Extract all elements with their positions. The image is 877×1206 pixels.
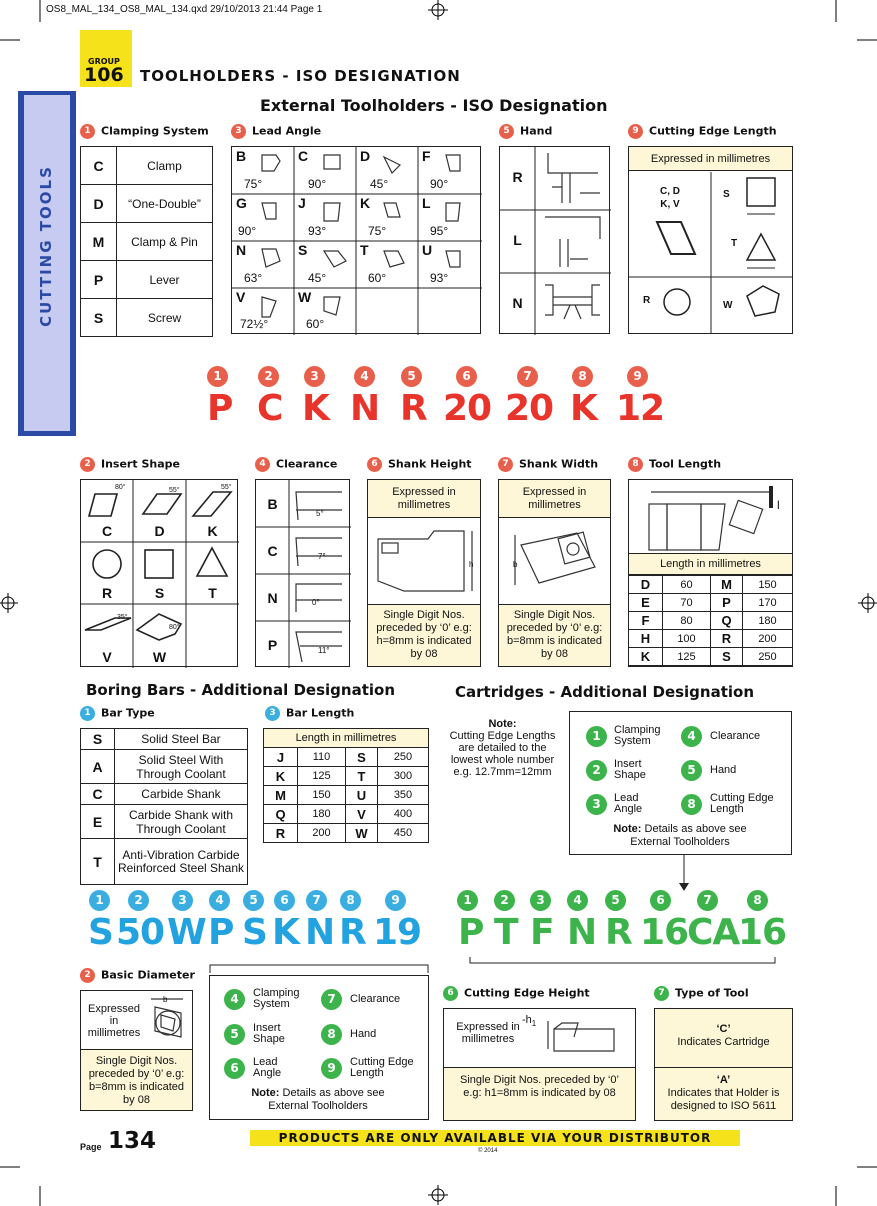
lead-T: T — [360, 242, 369, 258]
clearance-table: B 5° C 7° N 0° P 11° — [255, 479, 350, 667]
basic-diameter-box: Expressed in millimetres b Single Digit Nos. preceded by ‘0’ e.g: b=8mm is indicated by 08 — [80, 990, 193, 1111]
boring-legend: 4 Clamping System 7 Clearance 5 Insert Shape 8 Hand 6 Lead Angle 9 Cutting Edge Length Note: Details as above see External Toolholders — [209, 975, 429, 1120]
insert-grid: 80° 55° 55° 35° 80° C D K R S T V W — [80, 479, 238, 667]
hand-table — [499, 146, 610, 334]
page-label: Page — [80, 1142, 102, 1152]
clamping-heading: 1 Clamping System — [80, 124, 209, 139]
bar-type-table: S Solid Steel Bar A Solid Steel With Through Coolant C Carbide Shank E Carbide Shank with Through Coolant T Anti-Vibration Carbide Reinforced Steel Shank — [80, 728, 248, 885]
side-tab: CUTTING TOOLS — [18, 91, 76, 436]
arrow-down-icon — [678, 855, 690, 891]
hand-N: N — [512, 295, 523, 311]
hand-L: L — [513, 232, 522, 248]
external-title: External Toolholders - ISO Designation — [260, 96, 608, 115]
clamping-table: C Clamp D “One-Double” M Clamp & Pin P Lever S Screw — [80, 146, 213, 337]
lead-V: V — [236, 289, 246, 305]
lead-angle-heading: 3 Lead Angle — [231, 124, 321, 139]
tool-length-box: l Length in millimetres D 60 M 150 E 70 P 170 F 80 Q 180 H 100 R 200 K 125 S 250 — [628, 479, 793, 667]
bar-length-heading: 3 Bar Length — [265, 706, 354, 721]
cutting-edge-height-box: Expressed in millimetres $-h_1$ Single Digit Nos. preceded by ‘0’ e.g: h1=8mm is indicated by 08 — [443, 1008, 636, 1121]
shank-width-heading: 7 Shank Width — [498, 457, 598, 472]
boring-title: Boring Bars - Additional Designation — [86, 681, 396, 699]
distributor-banner: PRODUCTS ARE ONLY AVAILABLE VIA YOUR DISTRIBUTOR — [250, 1130, 740, 1146]
lead-K: K — [360, 195, 371, 211]
code-example-2: 1 2 3 4 5 6 7 8 9 S 50 W P S K N R 19 — [0, 888, 877, 958]
tool-length-heading: 8 Tool Length — [628, 457, 721, 472]
bar-type-heading: 1 Bar Type — [80, 706, 155, 721]
code-example-3: 1 2 3 4 5 6 7 8 P T F N R 16 CA 16 — [0, 888, 877, 958]
lead-L: L — [422, 195, 431, 211]
lead-U: U — [422, 242, 433, 258]
shank-width-box: Expressed in millimetres b Single Digit Nos. preceded by ‘0’ e.g: b=8mm is indicated by 08 — [498, 479, 611, 667]
bar-length-table: J 110 S 250 K 125 T 300 M 150 U 350 Q 180 V 400 R 200 W 450 — [263, 747, 429, 843]
code-example-1: 1 2 3 4 5 6 7 8 9 P C K N R 20 20 K 12 — [0, 366, 877, 436]
cel-box: Expressed in millimetres C, D K, V S T R W — [628, 146, 793, 334]
cartridge-legend: 1 Clamping System 4 Clearance 2 Insert Shape 5 Hand 3 Lead Angle 8 Cutting Edge Length Note: Details as above see External Toolholders — [569, 711, 792, 855]
tool-length-table: D 60 M 150 E 70 P 170 F 80 Q 180 H 100 R 200 K 125 S 250 — [628, 575, 793, 666]
copyright: © 2014 — [478, 1148, 498, 1154]
lead-B: B — [236, 148, 247, 164]
lead-J: J — [298, 195, 306, 211]
type-of-tool-heading: 7 Type of Tool — [654, 986, 749, 1001]
lead-G: G — [236, 195, 247, 211]
shank-height-heading: 6 Shank Height — [367, 457, 472, 472]
page-title: TOOLHOLDERS - ISO DESIGNATION — [140, 67, 461, 85]
cel-heading: 9 Cutting Edge Length — [628, 124, 777, 139]
cutting-edge-height-heading: 6 Cutting Edge Height — [443, 986, 590, 1001]
group-badge: GROUP 106 — [80, 30, 132, 87]
basic-diameter-heading: 2 Basic Diameter — [80, 968, 195, 983]
lead-S: S — [298, 242, 308, 258]
page-number: 134 — [108, 1128, 157, 1154]
lead-D: D — [360, 148, 371, 164]
lead-angle-grid: B 75° C 90° D 45° F 90° G 90° J 93° K 75° L 95° N 63° S 45° T 60° U 93° V 72½° W 60° — [231, 146, 481, 334]
lead-F: F — [422, 148, 431, 164]
type-of-tool-box: ‘C’ Indicates Cartridge ‘A’ Indicates that Holder is designed to ISO 5611 — [654, 1008, 793, 1121]
lead-W: W — [298, 289, 312, 305]
hand-R: R — [512, 169, 523, 185]
clearance-heading: 4 Clearance — [255, 457, 337, 472]
shank-height-box: Expressed in millimetres h Single Digit Nos. preceded by ‘0’ e.g: h=8mm is indicated by 08 — [367, 479, 481, 667]
file-header: OS8_MAL_134_OS8_MAL_134.qxd 29/10/2013 21:44 Page 1 — [46, 4, 323, 15]
cartridge-note: Note: Cutting Edge Lengths are detailed to the lowest whole number e.g. 12.7mm=12mm — [449, 718, 556, 778]
lead-N: N — [236, 242, 247, 258]
hand-heading: 5 Hand — [499, 124, 552, 139]
cartridge-title: Cartridges - Additional Designation — [455, 683, 755, 701]
insert-heading: 2 Insert Shape — [80, 457, 180, 472]
lead-C: C — [298, 148, 309, 164]
